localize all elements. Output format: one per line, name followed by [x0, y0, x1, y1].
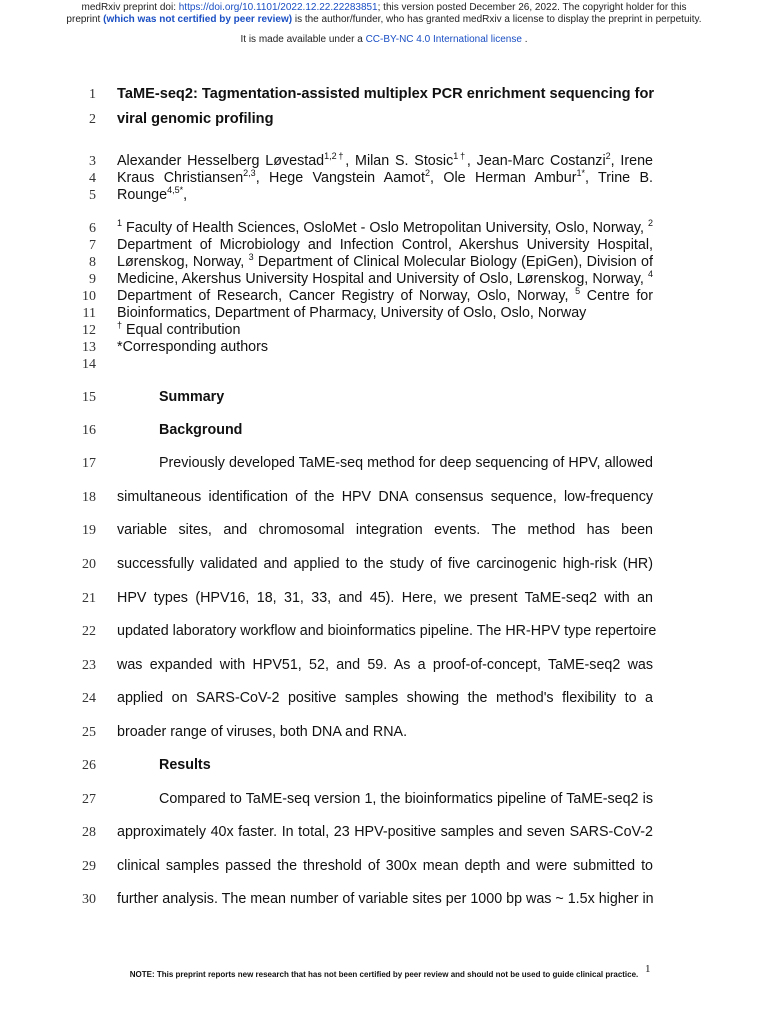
line-number: 11 [82, 306, 96, 321]
affiliation-line [117, 220, 653, 237]
line-number: 19 [82, 523, 96, 538]
body-line: Compared to TaME-seq version 1, the bioinformatics pipeline of TaME-seq2 is [159, 791, 653, 807]
line-number: 21 [82, 591, 96, 606]
author-name: , Ole Herman Ambur [430, 170, 577, 186]
author-line-1 [117, 153, 653, 170]
line-number: 13 [82, 340, 96, 355]
license-link[interactable]: CC-BY-NC 4.0 International license [365, 34, 522, 45]
line-number: 15 [82, 390, 96, 405]
line-number: 29 [82, 859, 96, 874]
affil-sup: 1 [117, 218, 123, 229]
banner-text: ; this version posted December 26, 2022. The copyright holder for this [377, 2, 687, 13]
line-number: 7 [89, 238, 96, 253]
author-line-3 [117, 187, 653, 204]
page-number: 1 [645, 963, 651, 975]
body-line: HPV types (HPV16, 18, 31, 33, and 45). Here, we present TaME-seq2 with an [117, 590, 653, 606]
peer-review-disclaimer: NOTE: This preprint reports new research that has not been certified by peer review and should not be used to guide clinical practice. [129, 970, 639, 979]
corresponding-authors-note: *Corresponding authors [117, 339, 269, 355]
paper-title-line-2: viral genomic profiling [117, 111, 274, 127]
banner-text: preprint [66, 14, 104, 25]
body-line: variable sites, and chromosomal integration events. The method has been [117, 522, 653, 538]
author-affil-sup: 4,5* [167, 185, 184, 196]
line-number: 12 [82, 323, 96, 338]
peer-review-note: (which was not certified by peer review) [103, 14, 293, 25]
body-line: broader range of viruses, both DNA and RNA. [117, 724, 408, 740]
affiliation-line: Department of Microbiology and Infection Control, Akershus University Hospital, [117, 237, 653, 253]
line-number: 1 [89, 87, 96, 102]
author-affil-sup: 1† [453, 151, 467, 162]
body-line: successfully validated and applied to the study of five carcinogenic high-risk (HR) [117, 556, 653, 572]
body-line: approximately 40x faster. In total, 23 HPV-positive samples and seven SARS-CoV-2 [117, 824, 653, 840]
author-name: , Jean-Marc Costanzi [466, 153, 606, 169]
line-number: 24 [82, 691, 96, 706]
license-text: . [521, 34, 528, 45]
affil-sup: † [117, 320, 123, 331]
line-number: 2 [89, 112, 96, 127]
affil-text: Department of Clinical Molecular Biology (EpiGen), Division of [253, 254, 653, 270]
body-line: Previously developed TaME-seq method for deep sequencing of HPV, allowed [159, 455, 653, 471]
author-name: , Hege Vangstein Aamot [255, 170, 425, 186]
body-line: further analysis. The mean number of variable sites per 1000 bp was ~ 1.5x higher in [117, 891, 654, 907]
license-line [0, 34, 768, 46]
banner-line-1 [0, 2, 768, 14]
line-number: 9 [89, 272, 96, 287]
author-affil-sup: 2 [605, 151, 611, 162]
author-affil-sup: 1,2† [324, 151, 346, 162]
author-name: , [183, 187, 188, 203]
background-heading: Background [159, 422, 243, 438]
line-number: 8 [89, 255, 96, 270]
author-name: Kraus Christiansen [117, 170, 244, 186]
affil-text: Faculty of Health Sciences, OsloMet - Oslo Metropolitan University, Oslo, Norway, [122, 220, 648, 236]
line-number: 3 [89, 154, 96, 169]
line-number: 16 [82, 423, 96, 438]
summary-heading: Summary [159, 389, 225, 405]
line-number: 18 [82, 490, 96, 505]
author-name: Alexander Hesselberg Løvestad [117, 153, 325, 169]
affiliation-line [117, 254, 653, 271]
line-number: 25 [82, 725, 96, 740]
body-line: simultaneous identification of the HPV DNA consensus sequence, low-frequency [117, 489, 653, 505]
affiliation-line: Bioinformatics, Department of Pharmacy, University of Oslo, Oslo, Norway [117, 305, 587, 321]
license-text: It is made available under a [240, 34, 366, 45]
line-number: 26 [82, 758, 96, 773]
affil-text: Department of Research, Cancer Registry of Norway, Oslo, Norway, [117, 288, 576, 304]
author-affil-sup: 2,3 [243, 168, 256, 179]
author-line-2 [117, 170, 653, 187]
affil-text: Lørenskog, Norway, [117, 254, 249, 270]
preprint-banner [0, 2, 768, 26]
line-number: 27 [82, 792, 96, 807]
line-number: 10 [82, 289, 96, 304]
affiliation-line [117, 271, 653, 288]
affil-text: Centre for [580, 288, 654, 304]
author-name: , Trine B. [584, 170, 653, 186]
affil-sup: 5 [575, 286, 581, 297]
results-heading: Results [159, 757, 211, 773]
doi-link[interactable]: https://doi.org/10.1101/2022.12.22.22283851 [178, 2, 378, 13]
equal-contribution-note [117, 322, 653, 339]
line-number: 30 [82, 892, 96, 907]
line-number: 23 [82, 658, 96, 673]
line-number: 17 [82, 456, 96, 471]
author-name: , Irene [610, 153, 654, 169]
line-number: 4 [89, 171, 96, 186]
author-name: Rounge [117, 187, 168, 203]
affil-sup: 4 [647, 269, 653, 280]
body-line: updated laboratory workflow and bioinformatics pipeline. The HR-HPV type repertoire [117, 623, 657, 639]
author-affil-sup: 1* [576, 168, 585, 179]
affil-sup: 2 [647, 218, 653, 229]
line-number: 5 [89, 188, 96, 203]
author-name: , Milan S. Stosic [345, 153, 454, 169]
body-line: was expanded with HPV51, 52, and 59. As a proof-of-concept, TaME-seq2 was [117, 657, 653, 673]
affil-text: Medicine, Akershus University Hospital and University of Oslo, Lørenskog, Norway, [117, 271, 648, 287]
body-line: applied on SARS-CoV-2 positive samples showing the method's flexibility to a [117, 690, 653, 706]
line-number: 22 [82, 624, 96, 639]
line-number: 14 [82, 357, 96, 372]
line-number: 20 [82, 557, 96, 572]
affil-sup: 3 [248, 252, 254, 263]
affil-text: Equal contribution [122, 322, 241, 338]
banner-line-2 [0, 14, 768, 26]
affiliation-line [117, 288, 653, 305]
author-affil-sup: 2 [424, 168, 430, 179]
line-number: 6 [89, 221, 96, 236]
banner-text: medRxiv preprint doi: [81, 2, 179, 13]
line-number: 28 [82, 825, 96, 840]
paper-title-line-1: TaME-seq2: Tagmentation-assisted multiplex PCR enrichment sequencing for [117, 86, 655, 102]
body-line: clinical samples passed the threshold of 300x mean depth and were submitted to [117, 858, 653, 874]
banner-text: is the author/funder, who has granted medRxiv a license to display the preprint in perpetuity. [292, 14, 702, 25]
